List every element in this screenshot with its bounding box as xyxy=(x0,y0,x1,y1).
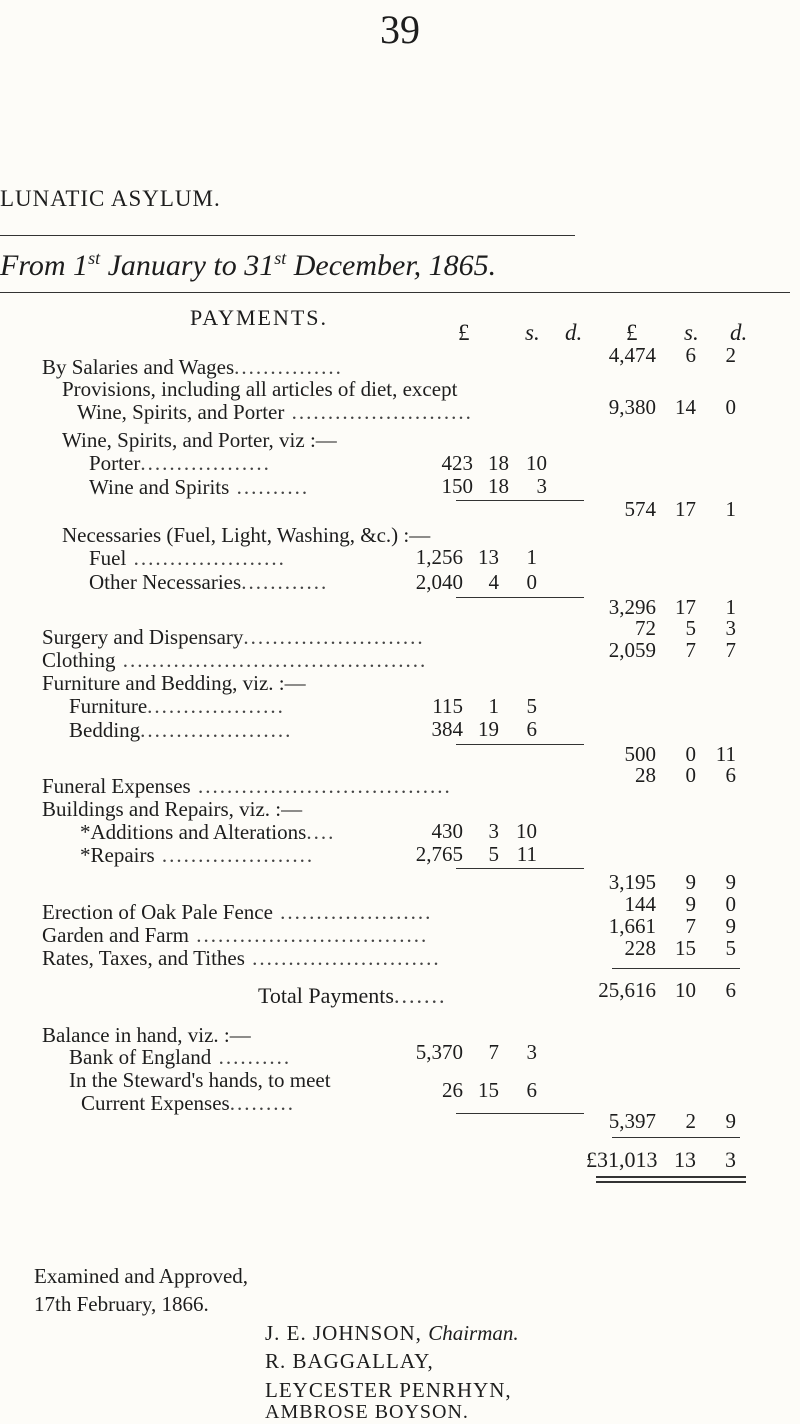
buildings-total-amount: 3,195 9 9 xyxy=(608,870,736,894)
porter-amount: 423 18 10 xyxy=(441,451,547,475)
total-payments-label: Total Payments....... xyxy=(258,983,447,1008)
surgery-label: Surgery and Dispensary......................... xyxy=(42,625,425,649)
wine-subtotal-rule xyxy=(456,500,584,501)
necessaries-total-amount: 3,296 17 1 xyxy=(608,595,736,619)
chairman-signature: J. E. JOHNSON, Chairman. xyxy=(265,1321,519,1345)
bedding-amount: 384 19 6 xyxy=(431,717,537,741)
buildings-subtotal-rule xyxy=(456,868,584,869)
signature-penrhyn: LEYCESTER PENRHYN, xyxy=(265,1378,512,1402)
wine-label: Wine, Spirits, and Porter, viz :— xyxy=(62,428,337,452)
signature-boyson: AMBROSE BOYSON. xyxy=(265,1401,469,1423)
necessaries-label: Necessaries (Fuel, Light, Washing, &c.) :— xyxy=(62,523,431,547)
garden-label: Garden and Farm ................................ xyxy=(42,923,429,947)
outer-pence-header: d. xyxy=(730,320,748,345)
bank-label: Bank of England .......... xyxy=(69,1045,292,1069)
clothing-amount: 2,059 7 7 xyxy=(608,638,736,662)
examined-line1: Examined and Approved, xyxy=(34,1264,249,1288)
rates-amount: 228 15 5 xyxy=(624,936,736,960)
provisions-label-line2: Wine, Spirits, and Porter ......................... xyxy=(77,400,473,424)
porter-label: Porter.................. xyxy=(89,451,271,475)
furniture-subtotal-rule xyxy=(456,744,584,745)
institution-heading: LUNATIC ASYLUM. xyxy=(0,186,221,211)
furniture-label: Furniture................... xyxy=(69,694,285,718)
repairs-amount: 2,765 5 11 xyxy=(415,842,537,866)
grand-total-rule-1 xyxy=(596,1176,746,1178)
provisions-label-line1: Provisions, including all articles of diet, except xyxy=(62,377,458,401)
fence-label: Erection of Oak Pale Fence ..................... xyxy=(42,900,433,924)
fuel-label: Fuel ..................... xyxy=(89,546,286,570)
period-rule xyxy=(0,292,790,293)
section-title: PAYMENTS. xyxy=(190,305,329,330)
wine-total-amount: 574 17 1 xyxy=(624,497,736,521)
other-necessaries-amount: 2,040 4 0 xyxy=(415,570,537,594)
inner-pence-header: d. xyxy=(565,320,583,345)
inner-pounds-header: £ xyxy=(458,320,470,345)
repairs-label: *Repairs ..................... xyxy=(80,843,315,867)
fuel-amount: 1,256 13 1 xyxy=(415,545,537,569)
wine-spirits-label: Wine and Spirits .......... xyxy=(89,475,310,499)
additions-label: *Additions and Alterations.... xyxy=(80,820,336,844)
grand-total-amount: £31,013 13 3 xyxy=(586,1147,736,1172)
steward-amount: 26 15 6 xyxy=(442,1078,537,1102)
examined-line2: 17th February, 1866. xyxy=(34,1292,209,1316)
header-rule xyxy=(0,235,575,236)
furniture-amount: 115 1 5 xyxy=(432,694,537,718)
steward-label-line1: In the Steward's hands, to meet xyxy=(69,1068,331,1092)
balance-subtotal-rule xyxy=(456,1113,584,1114)
salaries-amount: 4,474 6 2 xyxy=(608,343,736,367)
funeral-amount: 28 0 6 xyxy=(635,763,736,787)
balance-label: Balance in hand, viz. :— xyxy=(42,1023,251,1047)
inner-shillings-header: s. xyxy=(525,320,540,345)
total-payments-amount: 25,616 10 6 xyxy=(598,978,736,1002)
necessaries-subtotal-rule xyxy=(456,597,584,598)
bank-amount: 5,370 7 3 xyxy=(415,1040,537,1064)
steward-label-line2: Current Expenses......... xyxy=(81,1091,295,1115)
clothing-label: Clothing .......................................... xyxy=(42,648,428,672)
outer-pounds-header: £ xyxy=(626,320,638,345)
signature-baggallay: R. BAGGALLAY, xyxy=(265,1349,434,1373)
additions-amount: 430 3 10 xyxy=(431,819,537,843)
furniture-bedding-label: Furniture and Bedding, viz. :— xyxy=(42,671,306,695)
grand-total-rule-2 xyxy=(596,1181,746,1183)
provisions-amount: 9,380 14 0 xyxy=(608,395,736,419)
buildings-label: Buildings and Repairs, viz. :— xyxy=(42,797,303,821)
balance-total-rule xyxy=(612,1137,740,1138)
bedding-label: Bedding..................... xyxy=(69,718,293,742)
outer-shillings-header: s. xyxy=(684,320,699,345)
funeral-label: Funeral Expenses ................................... xyxy=(42,774,452,798)
balance-total-amount: 5,397 2 9 xyxy=(608,1109,736,1133)
period-heading: From 1st January to 31st December, 1865. xyxy=(0,248,497,282)
furniture-total-amount: 500 0 11 xyxy=(624,742,736,766)
page-number: 39 xyxy=(380,7,420,52)
payments-subtotal-rule xyxy=(612,968,740,969)
surgery-amount: 72 5 3 xyxy=(635,616,736,640)
other-necessaries-label: Other Necessaries............ xyxy=(89,570,329,594)
garden-amount: 1,661 7 9 xyxy=(608,914,736,938)
rates-label: Rates, Taxes, and Tithes .......................... xyxy=(42,946,441,970)
fence-amount: 144 9 0 xyxy=(624,892,736,916)
salaries-label: By Salaries and Wages............... xyxy=(42,355,343,379)
wine-spirits-amount: 150 18 3 xyxy=(441,474,547,498)
